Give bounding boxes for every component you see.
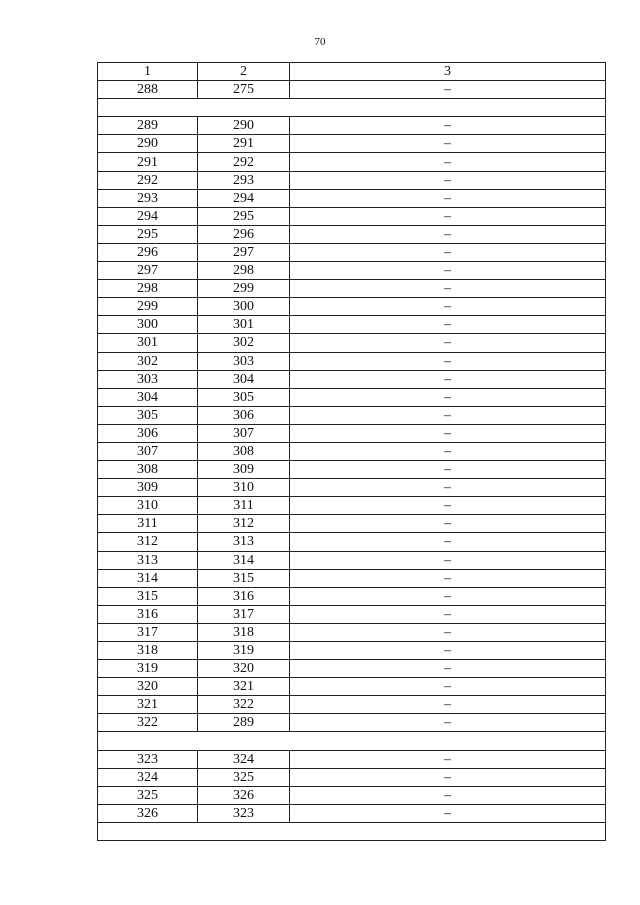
table-cell-col3: – — [290, 442, 606, 460]
table-row — [98, 352, 606, 370]
table-cell-col1: 312 — [98, 533, 198, 551]
table-cell-col2: 275 — [198, 81, 290, 99]
table-cell-col3: – — [290, 533, 606, 551]
table-cell-col3: – — [290, 804, 606, 822]
table-cell-col2: 325 — [198, 768, 290, 786]
table-cell-col1: 300 — [98, 316, 198, 334]
table-cell-col2: 324 — [198, 750, 290, 768]
table-cell-col2: 313 — [198, 533, 290, 551]
table-cell-col2: 307 — [198, 424, 290, 442]
table-cell-col2: 296 — [198, 225, 290, 243]
table-cell-col1: 294 — [98, 207, 198, 225]
table-row — [98, 298, 606, 316]
table-cell-col3: – — [290, 243, 606, 261]
table-cell-col1: 298 — [98, 280, 198, 298]
table-cell-col1: 309 — [98, 479, 198, 497]
table-cell-col1: 291 — [98, 153, 198, 171]
table-cell-col1: 314 — [98, 569, 198, 587]
table-cell-col3: – — [290, 605, 606, 623]
table-cell-col1: 319 — [98, 660, 198, 678]
table-cell-col1: 307 — [98, 442, 198, 460]
table-cell-col3: – — [290, 497, 606, 515]
table-row — [98, 117, 606, 135]
table-cell-col3: – — [290, 461, 606, 479]
table-cell-col3: – — [290, 479, 606, 497]
table-cell-col2: 320 — [198, 660, 290, 678]
separator-row — [98, 732, 606, 750]
table-cell-col1: 306 — [98, 424, 198, 442]
table-cell-col2: 318 — [198, 623, 290, 641]
table-row — [98, 642, 606, 660]
table-row — [98, 660, 606, 678]
table-row — [98, 388, 606, 406]
table-row — [98, 569, 606, 587]
header-row — [98, 63, 606, 81]
table-row — [98, 587, 606, 605]
separator-cell — [98, 99, 606, 117]
table-cell-col3: – — [290, 515, 606, 533]
table-cell-col3: – — [290, 696, 606, 714]
table-cell-col1: 305 — [98, 406, 198, 424]
table-cell-col1: 295 — [98, 225, 198, 243]
table-row — [98, 551, 606, 569]
table-cell-col2: 306 — [198, 406, 290, 424]
table-cell-col1: 318 — [98, 642, 198, 660]
table-cell-col2: 312 — [198, 515, 290, 533]
table-row — [98, 207, 606, 225]
table-row — [98, 515, 606, 533]
table-cell-col3: – — [290, 316, 606, 334]
table-row — [98, 370, 606, 388]
table-row — [98, 406, 606, 424]
table-cell-col2: 297 — [198, 243, 290, 261]
table-cell-col2: 294 — [198, 189, 290, 207]
table-cell-col1: 308 — [98, 461, 198, 479]
table-row — [98, 280, 606, 298]
page-number: 70 — [314, 36, 326, 48]
table-cell-col1: 289 — [98, 117, 198, 135]
table-row — [98, 786, 606, 804]
table-cell-col1: 293 — [98, 189, 198, 207]
table-cell-col3: – — [290, 623, 606, 641]
table-cell-col2: 316 — [198, 587, 290, 605]
table-row — [98, 497, 606, 515]
table-cell-col3: – — [290, 262, 606, 280]
table-cell-col2: 300 — [198, 298, 290, 316]
table-cell-col3: – — [290, 298, 606, 316]
table-row — [98, 225, 606, 243]
table-cell-col2: 289 — [198, 714, 290, 732]
table-cell-col2: 301 — [198, 316, 290, 334]
table-cell-col2: 291 — [198, 135, 290, 153]
table-row — [98, 678, 606, 696]
table-cell-col3: – — [290, 207, 606, 225]
table-cell-col1: 316 — [98, 605, 198, 623]
table-cell-col3: – — [290, 352, 606, 370]
table-cell-col2: 326 — [198, 786, 290, 804]
table-cell-col3: – — [290, 424, 606, 442]
table-cell-col2: 293 — [198, 171, 290, 189]
table-cell-col1: 301 — [98, 334, 198, 352]
table-cell-col1: 303 — [98, 370, 198, 388]
table-cell-col3: – — [290, 370, 606, 388]
separator-row — [98, 99, 606, 117]
header-cell-2: 2 — [198, 63, 290, 81]
table-row — [98, 605, 606, 623]
table-cell-col3: – — [290, 81, 606, 99]
header-cell-1: 1 — [98, 63, 198, 81]
table-row — [98, 316, 606, 334]
table-cell-col1: 325 — [98, 786, 198, 804]
table-cell-col3: – — [290, 280, 606, 298]
table-cell-col3: – — [290, 786, 606, 804]
table-cell-col2: 319 — [198, 642, 290, 660]
table-cell-col1: 315 — [98, 587, 198, 605]
table-cell-col3: – — [290, 171, 606, 189]
table-cell-col3: – — [290, 750, 606, 768]
table-cell-col2: 317 — [198, 605, 290, 623]
table-cell-col3: – — [290, 153, 606, 171]
table-cell-col2: 310 — [198, 479, 290, 497]
table-cell-col2: 308 — [198, 442, 290, 460]
table-row — [98, 533, 606, 551]
table-row — [98, 804, 606, 822]
table-row — [98, 171, 606, 189]
table-row — [98, 696, 606, 714]
table-cell-col2: 303 — [198, 352, 290, 370]
table-cell-col1: 313 — [98, 551, 198, 569]
table-row — [98, 768, 606, 786]
table-cell-col3: – — [290, 551, 606, 569]
table-cell-col3: – — [290, 189, 606, 207]
table-cell-col3: – — [290, 135, 606, 153]
table-cell-col2: 292 — [198, 153, 290, 171]
table-cell-col1: 317 — [98, 623, 198, 641]
header-cell-3: 3 — [290, 63, 606, 81]
table-row — [98, 334, 606, 352]
table-cell-col2: 321 — [198, 678, 290, 696]
table-cell-col3: – — [290, 714, 606, 732]
table-cell-col1: 322 — [98, 714, 198, 732]
table-cell-col2: 305 — [198, 388, 290, 406]
table-cell-col3: – — [290, 569, 606, 587]
table-cell-col2: 304 — [198, 370, 290, 388]
table-cell-col2: 290 — [198, 117, 290, 135]
table-row — [98, 442, 606, 460]
data-table — [97, 62, 606, 841]
table-cell-col1: 310 — [98, 497, 198, 515]
table-row — [98, 189, 606, 207]
table-cell-col3: – — [290, 225, 606, 243]
table-cell-col3: – — [290, 678, 606, 696]
table-cell-col3: – — [290, 388, 606, 406]
table-cell-col3: – — [290, 117, 606, 135]
table-row — [98, 714, 606, 732]
table-row — [98, 81, 606, 99]
separator-row — [98, 822, 606, 840]
table-cell-col2: 311 — [198, 497, 290, 515]
table-cell-col2: 299 — [198, 280, 290, 298]
table-cell-col1: 311 — [98, 515, 198, 533]
table-cell-col2: 315 — [198, 569, 290, 587]
table-cell-col2: 298 — [198, 262, 290, 280]
table-row — [98, 623, 606, 641]
table-row — [98, 153, 606, 171]
table-row — [98, 750, 606, 768]
table-cell-col1: 321 — [98, 696, 198, 714]
table-cell-col2: 309 — [198, 461, 290, 479]
table-cell-col2: 323 — [198, 804, 290, 822]
table-row — [98, 135, 606, 153]
table-cell-col1: 288 — [98, 81, 198, 99]
table-body — [98, 63, 606, 841]
table-cell-col1: 324 — [98, 768, 198, 786]
table-cell-col1: 290 — [98, 135, 198, 153]
table-cell-col1: 292 — [98, 171, 198, 189]
table-cell-col1: 296 — [98, 243, 198, 261]
table-cell-col1: 297 — [98, 262, 198, 280]
table-row — [98, 479, 606, 497]
table-cell-col1: 299 — [98, 298, 198, 316]
table-row — [98, 461, 606, 479]
table-cell-col2: 314 — [198, 551, 290, 569]
table-cell-col2: 322 — [198, 696, 290, 714]
table-cell-col1: 326 — [98, 804, 198, 822]
separator-cell — [98, 732, 606, 750]
table-cell-col1: 304 — [98, 388, 198, 406]
table-cell-col3: – — [290, 587, 606, 605]
table-cell-col3: – — [290, 660, 606, 678]
table-cell-col3: – — [290, 406, 606, 424]
table-cell-col2: 295 — [198, 207, 290, 225]
table-cell-col3: – — [290, 642, 606, 660]
table-cell-col1: 302 — [98, 352, 198, 370]
table-row — [98, 424, 606, 442]
table-row — [98, 243, 606, 261]
separator-cell — [98, 822, 606, 840]
table-cell-col1: 320 — [98, 678, 198, 696]
table-cell-col3: – — [290, 768, 606, 786]
table-row — [98, 262, 606, 280]
table-cell-col2: 302 — [198, 334, 290, 352]
table-cell-col3: – — [290, 334, 606, 352]
table-cell-col1: 323 — [98, 750, 198, 768]
